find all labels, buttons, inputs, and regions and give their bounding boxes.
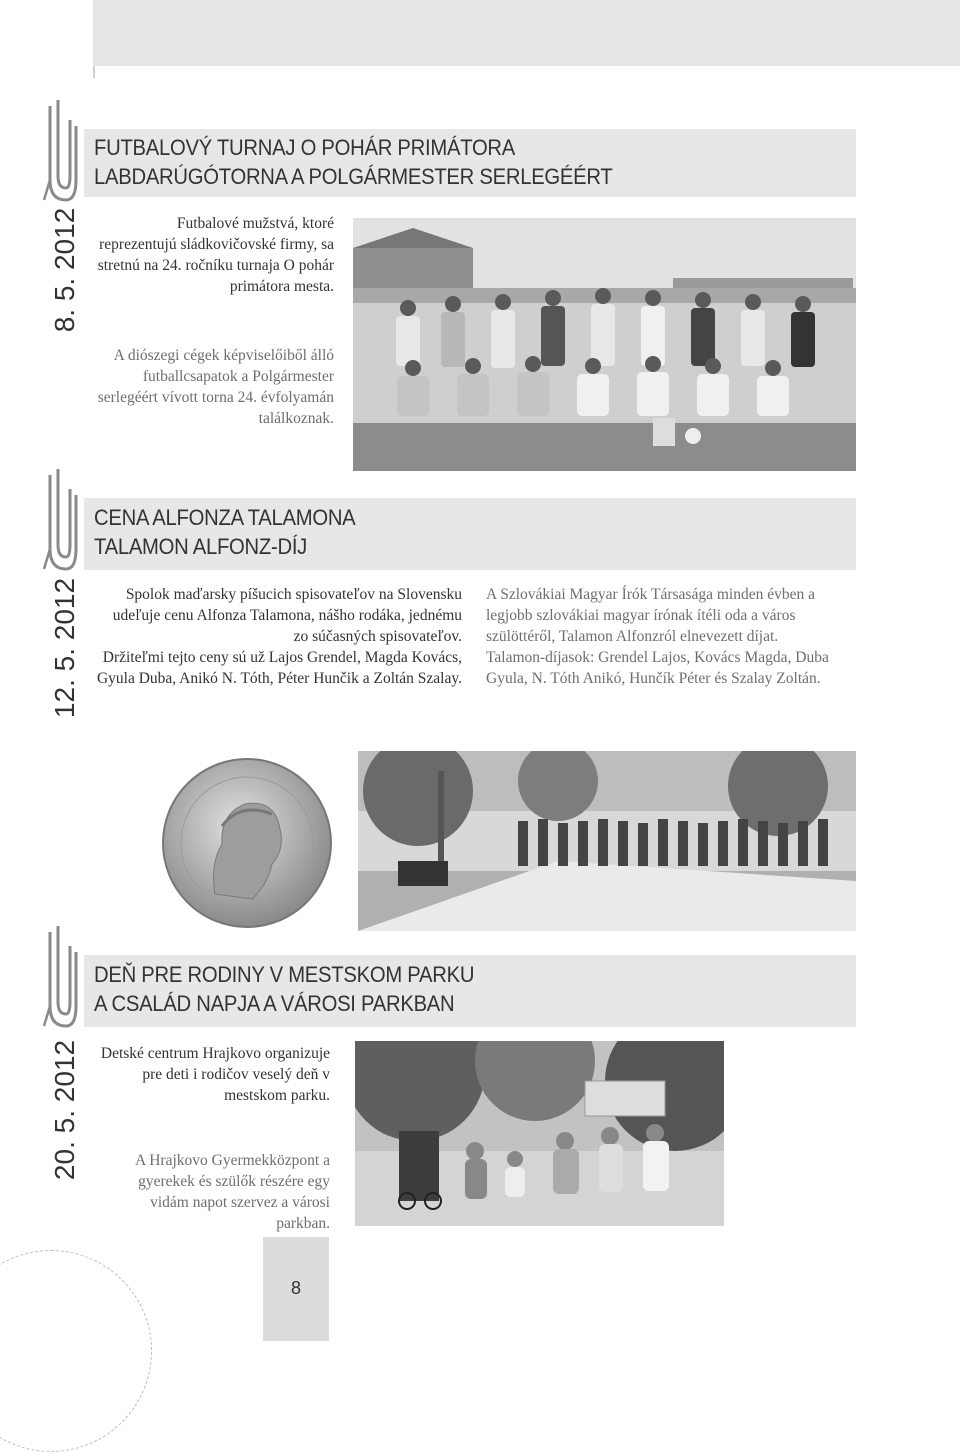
- decorative-dashed-circle: [0, 1250, 152, 1452]
- text-hu: [486, 584, 856, 689]
- text-hu: A diószegi cégek képviselőiből álló futballcsapatok a Polgármester serlegéért vívott torna 24. évfolyamán találkoznak.: [97, 347, 334, 427]
- family-day-park-photo: [355, 1041, 724, 1226]
- section-header-family-day: [84, 955, 856, 1027]
- text-sk: [96, 584, 462, 689]
- award-ceremony-photo: [358, 751, 856, 931]
- title-hu: LABDARÚGÓTORNA A POLGÁRMESTER SERLEGÉÉRT: [94, 164, 613, 189]
- text-sk-paragraph: Držiteľmi tejto ceny sú už Lajos Grendel, Magda Kovács, Gyula Duba, Anikó N. Tóth, Péter Hunčik a Zoltán Szalay.: [96, 649, 462, 687]
- top-bar: [93, 0, 960, 66]
- event-date: 12. 5. 2012: [49, 577, 80, 719]
- section-header-football: [84, 129, 856, 197]
- page-number: 8: [290, 1278, 301, 1298]
- text-sk: Detské centrum Hrajkovo organizuje pre deti i rodičov veselý deň v mestskom parku.: [100, 1045, 330, 1104]
- title-hu: TALAMON ALFONZ-DÍJ: [94, 534, 308, 559]
- top-bar-line: [93, 66, 95, 78]
- paper-clip-icon: [36, 922, 80, 1032]
- text-hu-paragraph: Talamon-díjasok: Grendel Lajos, Kovács Magda, Duba Gyula, N. Tóth Anikó, Hunčík Péter és Szalay Zoltán.: [486, 649, 829, 687]
- event-date: 20. 5. 2012: [49, 1039, 80, 1181]
- title-sk: CENA ALFONZA TALAMONA: [94, 505, 356, 530]
- section-header-talamon: [84, 498, 856, 570]
- text-hu-paragraph: A Szlovákiai Magyar Írók Társasága minden évben a legjobb szlovákiai magyar írónak ítéli oda a város szülöttéről, Talamon Alfonzról elnevezett díjat.: [486, 586, 815, 645]
- title-sk: DEŇ PRE RODINY V MESTSKOM PARKU: [94, 962, 475, 987]
- talamon-medal-photo: [160, 754, 334, 932]
- title-hu: A CSALÁD NAPJA A VÁROSI PARKBAN: [94, 991, 455, 1016]
- text-hu: A Hrajkovo Gyermekközpont a gyerekek és szülők részére egy vidám napot szervez a városi parkban.: [135, 1152, 330, 1232]
- paper-clip-icon: [36, 96, 80, 206]
- title-sk: FUTBALOVÝ TURNAJ O POHÁR PRIMÁTORA: [94, 135, 516, 160]
- paper-clip-icon: [36, 465, 80, 575]
- event-date: 8. 5. 2012: [49, 207, 80, 333]
- text-sk: Futbalové mužstvá, ktoré reprezentujú sládkovičovské firmy, sa stretnú na 24. ročníku turnaja O pohár primátora mesta.: [97, 215, 334, 295]
- football-team-photo: [353, 218, 856, 471]
- text-sk-paragraph: Spolok maďarsky píšucich spisovateľov na Slovensku udeľuje cenu Alfonza Talamona, nášho rodáka, jednému zo súčasných spisovateľov.: [112, 586, 462, 645]
